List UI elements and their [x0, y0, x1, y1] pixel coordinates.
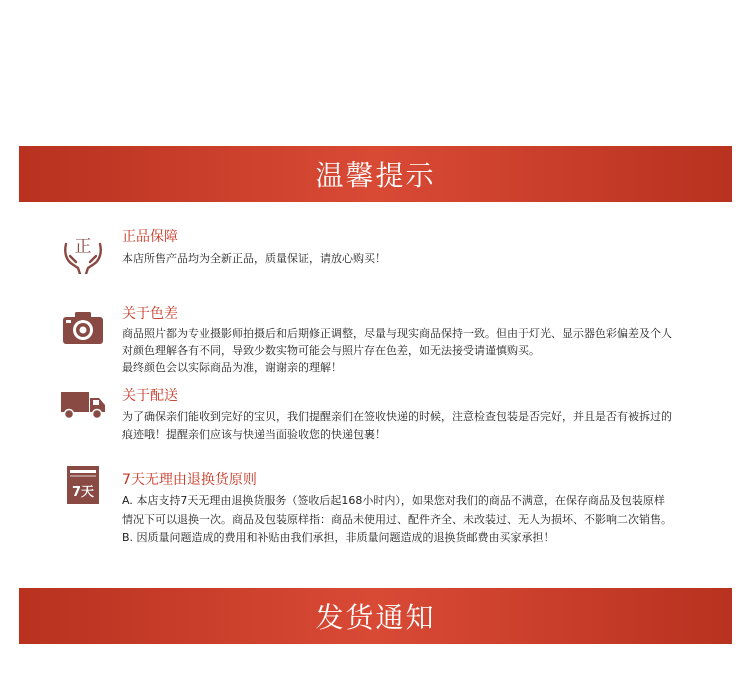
- color-line: 商品照片都为专业摄影师拍摄后和后期修正调整，尽量与现实商品保持一致。但由于灯光、显示器色彩偏差及个人: [122, 327, 672, 340]
- color-line: 最终颜色会以实际商品为准，谢谢亲的理解！: [122, 361, 342, 374]
- camera-icon: [62, 311, 104, 345]
- color-title: 关于色差: [122, 306, 178, 322]
- delivery-line: 痕迹哦！提醒亲们应该与快递当面验收您的快递包裹！: [122, 428, 386, 441]
- hands-genuine-icon: [62, 230, 104, 274]
- delivery-title: 关于配送: [122, 388, 178, 404]
- returns-title: 7天无理由退换货原则: [122, 472, 257, 488]
- calendar-7-days-icon: [66, 465, 100, 505]
- tips-banner: [19, 146, 732, 202]
- genuine-title: 正品保障: [122, 229, 178, 245]
- tips-banner-title: 温馨提示: [315, 159, 436, 192]
- genuine-line: 本店所售产品均为全新正品，质量保证，请放心购买！: [122, 252, 386, 265]
- color-line: 对颜色理解各有不同，导致少数实物可能会与照片存在色差，如无法接受请谨慎购买。: [122, 344, 540, 357]
- genuine-char: 正: [74, 237, 92, 257]
- truck-icon: [60, 390, 106, 420]
- returns-line: B. 因质量问题造成的费用和补贴由我们承担，非质量问题造成的退换货邮费由买家承担！: [122, 531, 555, 544]
- delivery-line: 为了确保亲们能收到完好的宝贝，我们提醒亲们在签收快递的时候，注意检查包装是否完好，并且是否有被拆过的: [122, 410, 672, 423]
- returns-line: A. 本店支持7天无理由退换货服务（签收后起168小时内），如果您对我们的商品不满意，在保存商品及包装原样: [122, 494, 665, 507]
- returns-line: 情况下可以退换一次。商品及包装原样指：商品未使用过、配件齐全、未改装过、无人为损坏、不影响二次销售。: [122, 513, 672, 526]
- calendar-7-days-text: 7天: [71, 485, 95, 500]
- shipping-banner-title: 发货通知: [315, 601, 436, 634]
- shipping-banner: [19, 588, 732, 644]
